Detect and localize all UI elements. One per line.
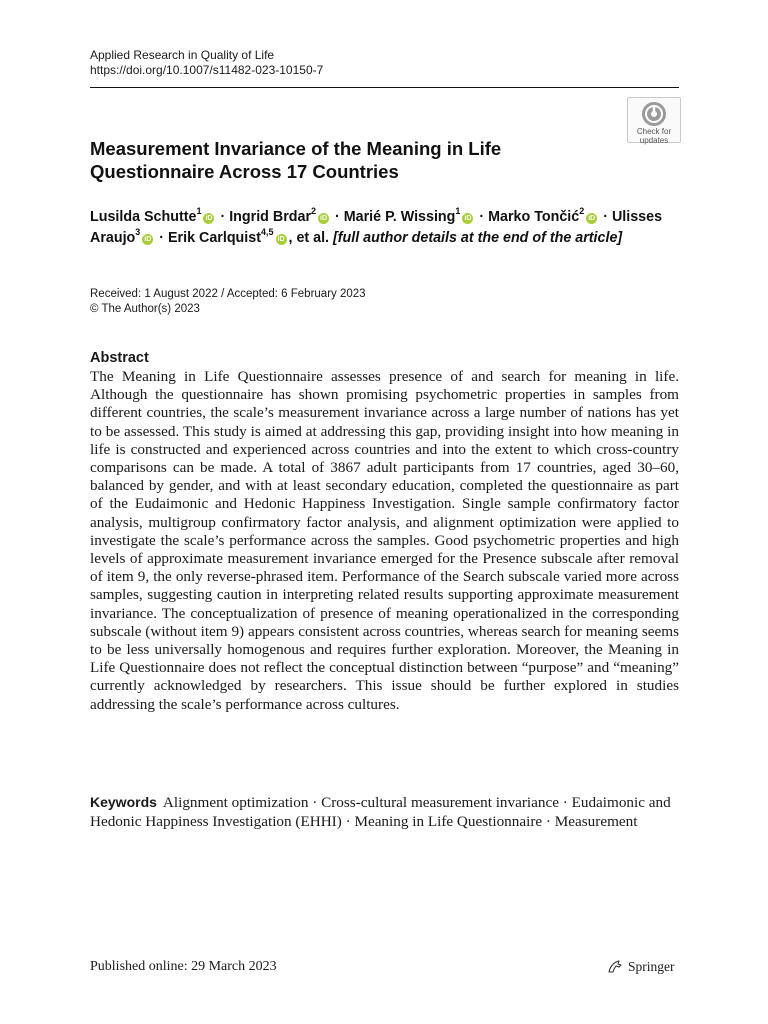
orcid-icon[interactable]: iD: [205, 215, 213, 222]
article-title: Measurement Invariance of the Meaning in Life Questionnaire Across 17 Countries: [90, 138, 502, 182]
keywords-text: Alignment optimization · Cross-cultural measurement invariance · Eudaimonic and Hedonic Happiness Investigation (EHHI) · Meaning in Life Questionnaire · Measurement: [90, 794, 671, 830]
orcid-icon[interactable]: iD: [464, 215, 472, 222]
author-affiliation: 2: [579, 206, 585, 217]
author-name[interactable]: Marko Tončić: [488, 209, 580, 225]
doi-link[interactable]: https://doi.org/10.1007/s11482-023-10150-7: [90, 63, 324, 77]
publisher-name: Springer: [628, 959, 675, 974]
orcid-icon[interactable]: iD: [277, 236, 285, 243]
author-name[interactable]: Ingrid Brdar: [229, 209, 312, 225]
published-online: Published online: 29 March 2023: [90, 959, 277, 974]
author-name[interactable]: Lusilda Schutte: [90, 209, 197, 225]
check-for-updates-badge[interactable]: [627, 97, 681, 143]
springer-logo: [607, 958, 675, 976]
author-name[interactable]: Marié P. Wissing: [343, 209, 456, 225]
springer-horse-icon: [607, 960, 623, 974]
orcid-icon[interactable]: iD: [144, 236, 152, 243]
author-affiliation: 1: [455, 206, 461, 217]
orcid-icon[interactable]: iD: [320, 215, 328, 222]
check-updates-icon: [641, 101, 667, 127]
author-name[interactable]: Ulisses Araujo: [90, 209, 663, 246]
author-affiliation: 2: [311, 206, 317, 217]
keywords-label: Keywords: [90, 794, 157, 810]
author-details-note: [full author details at the end of the article]: [333, 230, 623, 246]
abstract-text: The Meaning in Life Questionnaire assesses presence of and search for meaning in life. Although the questionnaire has shown promising psychometric properties in samples from different countries, the scale’s measurement invariance across a large number of nations has yet to be assessed. This study is aimed at addressing this gap, providing insight into how meaning in life is constructed and experienced across countries and into the extent to which cross-country comparisons can be made. A total of 3867 adult participants from 17 countries, aged 30–60, balanced by gender, and with at least secondary education, completed the questionnaire as part of the Eudaimonic and Hedonic Happiness Investigation. Single sample confirmatory factor analysis, multigroup confirmatory factor analysis, and alignment optimization were applied to investigate the scale’s performance across the samples. Good psychometric properties and high levels of approximate measurement invariance emerged for the Presence subscale after removal of item 9, the only reverse-phrased item. Performance of the Search subscale varied more across samples, suggesting caution in interpreting related results supporting approximate measurement invariance. The conceptualization of presence of meaning operationalized in the corresponding subscale (without item 9) appears consistent across countries, whereas search for meaning seems to be less universally homogenous and requires further exploration. Moreover, the Meaning in Life Questionnaire does not reflect the conceptual distinction between “purpose” and “meaning” currently acknowledged by researchers. This issue should be further explored in studies addressing the scale’s performance across cultures.: [90, 368, 679, 713]
author-affiliation: 1: [196, 206, 202, 217]
authors-etal: , et al.: [288, 230, 330, 246]
journal-header: [90, 48, 323, 78]
orcid-icon[interactable]: iD: [588, 215, 596, 222]
received-accepted: Received: 1 August 2022 / Accepted: 6 February 2023: [90, 288, 366, 300]
author-name[interactable]: Erik Carlquist: [168, 230, 261, 246]
header-rule: [90, 87, 679, 88]
author-list: Lusilda Schutte$^1$iD · Ingrid Brdar$^2$iD · Marié P. Wissing$^1$iD · Marko Tončić$^2$iD · Ulisses Araujo$^3$iD · Erik Carlquist$^{4,5}$iD , et al. [full author details at the end of the article]: [90, 206, 663, 246]
journal-name: Applied Research in Quality of Life: [90, 48, 275, 62]
check-updates-line1: Check for: [636, 127, 672, 136]
keywords-block: [90, 793, 679, 831]
article-dates: [90, 287, 366, 317]
abstract-heading: Abstract: [90, 350, 149, 366]
author-affiliation: 3: [135, 227, 141, 238]
check-updates-line2: updates: [639, 136, 669, 145]
copyright: © The Author(s) 2023: [90, 303, 200, 315]
author-affiliation: 4,5: [260, 227, 274, 238]
